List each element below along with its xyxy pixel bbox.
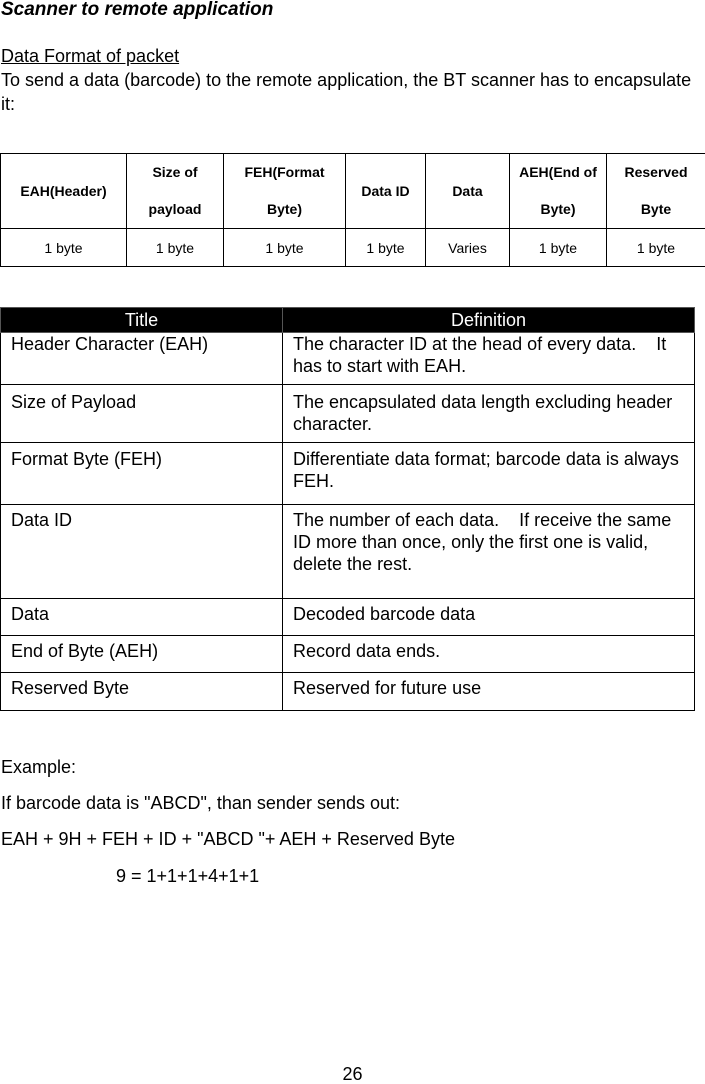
example-label: Example: — [1, 757, 76, 777]
row-title: Data ID — [1, 505, 283, 599]
packet-size-cell: 1 byte — [346, 229, 426, 267]
row-title: Reserved Byte — [1, 673, 283, 711]
table-row — [1, 673, 695, 711]
definition-table — [0, 307, 695, 711]
row-title: Data — [1, 599, 283, 636]
table-row — [1, 505, 695, 599]
packet-header-cell: Data — [426, 154, 510, 229]
row-definition: Decoded barcode data — [283, 599, 695, 636]
table-row — [1, 599, 695, 636]
table-row — [1, 443, 695, 505]
packet-size-cell: 1 byte — [607, 229, 705, 267]
row-definition: The character ID at the head of every data. It has to start with EAH. — [283, 333, 695, 385]
intro-paragraph: To send a data (barcode) to the remote application, the BT scanner has to encapsulate it: — [1, 68, 701, 116]
packet-size-cell: 1 byte — [510, 229, 607, 267]
row-definition: Differentiate data format; barcode data is always FEH. — [283, 443, 695, 505]
table-row — [1, 385, 695, 443]
packet-header-row — [1, 154, 705, 229]
subsection-title: Data Format of packet — [1, 46, 179, 66]
packet-size-cell: 1 byte — [127, 229, 224, 267]
example-formula: EAH + 9H + FEH + ID + "ABCD "+ AEH + Reserved Byte — [1, 829, 455, 849]
packet-header-cell: FEH(Format Byte) — [224, 154, 346, 229]
row-definition: The number of each data. If receive the same ID more than once, only the first one is valid, delete the rest. — [283, 505, 695, 599]
row-definition: Record data ends. — [283, 636, 695, 673]
packet-header-cell: Reserved Byte — [607, 154, 705, 229]
packet-header-cell: Data ID — [346, 154, 426, 229]
packet-size-row — [1, 229, 705, 267]
packet-size-cell: Varies — [426, 229, 510, 267]
row-definition: Reserved for future use — [283, 673, 695, 711]
example-description: If barcode data is "ABCD", than sender sends out: — [1, 793, 400, 813]
row-title: Size of Payload — [1, 385, 283, 443]
column-header-definition: Definition — [283, 308, 695, 333]
packet-header-cell: AEH(End of Byte) — [510, 154, 607, 229]
table-row — [1, 333, 695, 385]
column-header-title: Title — [1, 308, 283, 333]
packet-size-cell: 1 byte — [224, 229, 346, 267]
row-title: Format Byte (FEH) — [1, 443, 283, 505]
row-title: End of Byte (AEH) — [1, 636, 283, 673]
example-sum: 9 = 1+1+1+4+1+1 — [116, 866, 259, 886]
packet-format-table — [0, 153, 705, 267]
row-definition: The encapsulated data length excluding header character. — [283, 385, 695, 443]
table-row — [1, 636, 695, 673]
definition-header-row — [1, 308, 695, 333]
packet-header-cell: EAH(Header) — [1, 154, 127, 229]
section-title: Scanner to remote application — [1, 0, 273, 20]
packet-header-cell: Size of payload — [127, 154, 224, 229]
page-number: 26 — [0, 1064, 705, 1084]
packet-size-cell: 1 byte — [1, 229, 127, 267]
row-title: Header Character (EAH) — [1, 333, 283, 385]
